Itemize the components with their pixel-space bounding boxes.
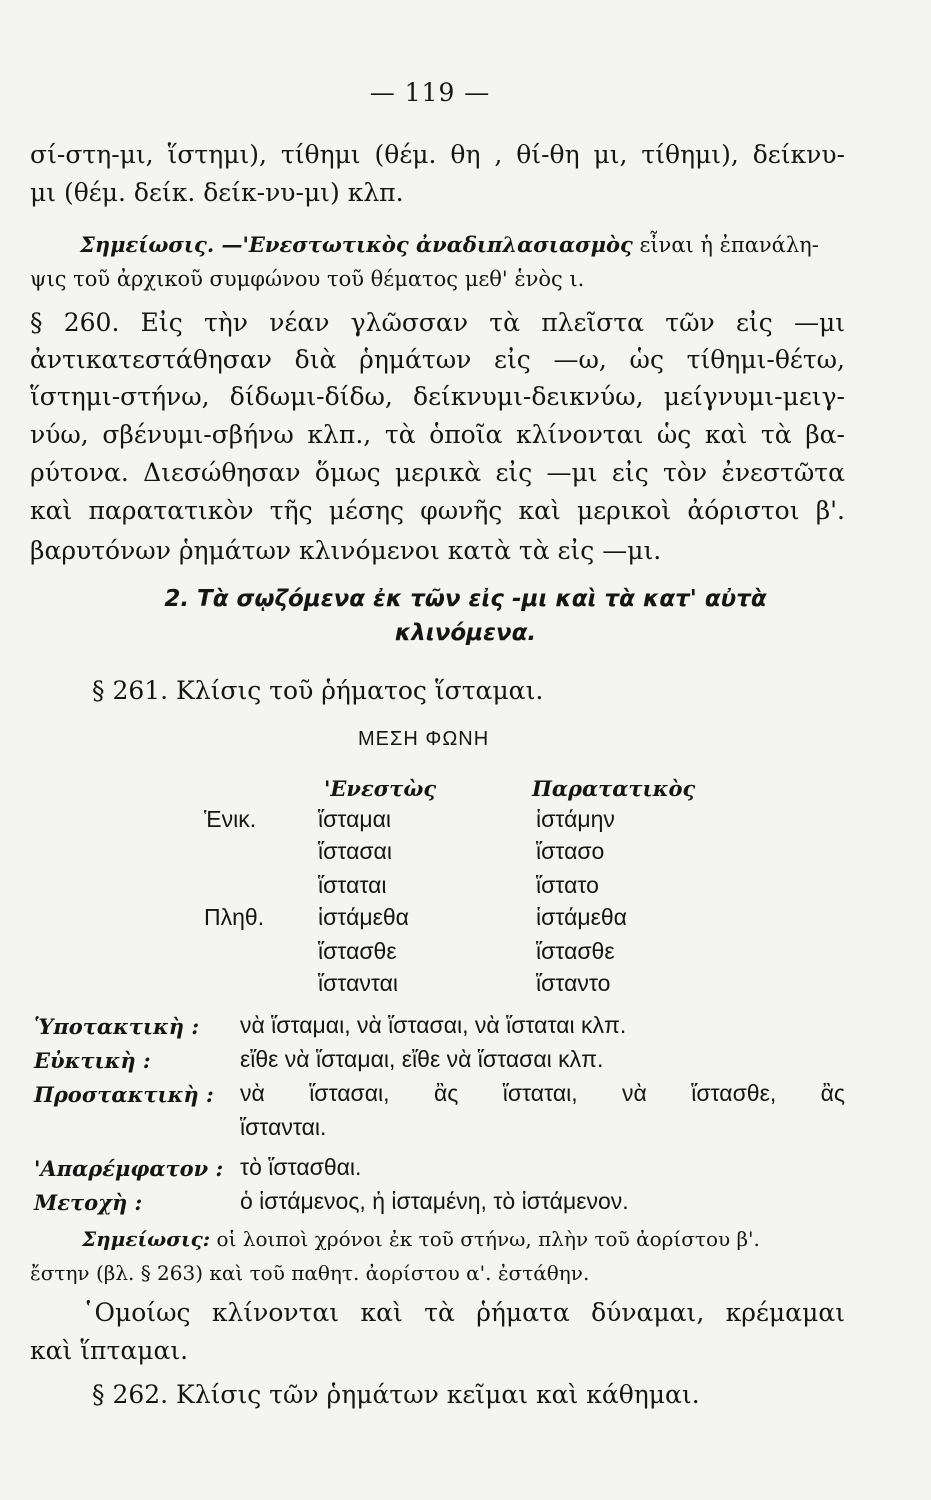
note-label: Σημείωσις: — [82, 1227, 211, 1251]
text-line: ψις τοῦ ἀρχικοῦ συμφώνου τοῦ θέματος μεθ' ἑνὸς ι. — [30, 267, 585, 291]
note-line: ἔστην (βλ. § 263) καὶ τοῦ παθητ. ἀορίστου α'. ἐστάθην. — [30, 1261, 590, 1285]
note-text: οἱ λοιποὶ χρόνοι ἐκ τοῦ στήνω, πλὴν τοῦ ἀορίστου β'. — [216, 1227, 760, 1251]
text-line: καὶ παρατατικὸν τῆς μέσης φωνῆς καὶ μερικοὶ ἀόριστοι β'. — [30, 496, 845, 525]
mood-label-imperative: Προστακτικὴ : — [34, 1082, 214, 1107]
column-header-present: 'Ενεστὼς — [324, 776, 437, 801]
section-heading: κλινόμενα. — [394, 620, 537, 646]
note-text: εἶναι ἡ ἐπανάλη- — [639, 233, 819, 257]
imperfect-form: ἵστατο — [536, 872, 599, 898]
text-line: σί-στη-μι, ἵστημι), τίθημι (θέμ. θη , θί-θη μι, τίθημι), δείκνυ- — [30, 140, 845, 169]
imperfect-form: ἵστασο — [536, 838, 605, 864]
section-heading: 2. Τὰ σῳζόμενα ἐκ τῶν εἰς -μι καὶ τὰ κατ' αὐτὰ — [164, 586, 767, 612]
text-line: ρύτονα. Διεσώθησαν ὅμως μερικὰ εἰς —μι εἰς τὸν ἐνεστῶτα — [30, 458, 845, 487]
mood-label-infinitive: 'Απαρέμφατον : — [34, 1156, 224, 1181]
mood-text-participle: ὁ ἱστάμενος, ἡ ἱσταμένη, τὸ ἱστάμενον. — [240, 1188, 629, 1214]
row-label-plural: Πληθ. — [204, 904, 265, 930]
mood-text-optative: εἴθε νὰ ἵσταμαι, εἴθε νὰ ἵστασαι κλπ. — [240, 1046, 604, 1072]
present-form: ἵσταμαι — [318, 806, 392, 832]
text-line: ἵστημι-στήνω, δίδωμι-δίδω, δείκνυμι-δεικνύω, μείγνυμι-μειγ- — [30, 382, 845, 411]
mood-label-participle: Μετοχὴ : — [34, 1190, 143, 1215]
text-line: μι (θέμ. δείκ. δείκ-νυ-μι) κλπ. — [30, 178, 404, 207]
voice-title: ΜΕΣΗ ΦΩΝΗ — [358, 728, 490, 750]
mood-label-subjunctive: Ὑποτακτικὴ : — [34, 1014, 200, 1039]
mood-text-imperative-cont: ἵστανται. — [240, 1114, 327, 1140]
text-line: ῾Ομοίως κλίνονται καὶ τὰ ῥήματα δύναμαι, κρέμαμαι — [82, 1298, 845, 1327]
mood-label-optative: Εὐκτικὴ : — [34, 1048, 151, 1073]
mood-text-subjunctive: νὰ ἵσταμαι, νὰ ἵστασαι, νὰ ἵσταται κλπ. — [240, 1012, 627, 1038]
imperfect-form: ἵσταντο — [536, 970, 611, 996]
imperfect-form: ἱστάμην — [536, 806, 615, 832]
note-label: Σημείωσις. —'Ενεστωτικὸς ἀναδιπλασιασμὸς — [80, 232, 633, 257]
present-form: ἱστάμεθα — [318, 904, 409, 930]
section-title: § 261. Κλίσις τοῦ ῥήματος ἵσταμαι. — [92, 676, 544, 705]
text-line: νύω, σβένυμι-σβήνω κλπ., τὰ ὁποῖα κλίνονται ὡς καὶ τὰ βα- — [30, 420, 845, 449]
row-label-singular: Ἑνικ. — [204, 806, 257, 832]
text-line: βαρυτόνων ῥημάτων κλινόμενοι κατὰ τὰ εἰς —μι. — [30, 536, 662, 565]
page-number: — 119 — — [369, 78, 491, 107]
present-form: ἵσταται — [318, 872, 387, 898]
column-header-imperfect: Παρατατικὸς — [532, 776, 696, 801]
present-form: ἵστασθε — [318, 938, 397, 964]
present-form: ἵστασαι — [318, 838, 392, 864]
text-line: καὶ ἵπταμαι. — [30, 1336, 189, 1365]
note-line — [30, 1222, 845, 1256]
mood-text-infinitive: τὸ ἵστασθαι. — [240, 1154, 362, 1180]
mood-text-imperative: νὰ ἵστασαι, ἂς ἵσταται, νὰ ἵστασθε, ἂς — [240, 1080, 845, 1106]
note-line — [30, 228, 845, 262]
imperfect-form: ἱστάμεθα — [536, 904, 627, 930]
present-form: ἵστανται — [318, 970, 399, 996]
section-title: § 262. Κλίσις τῶν ῥημάτων κεῖμαι καὶ κάθημαι. — [92, 1380, 700, 1409]
text-line: § 260. Εἰς τὴν νέαν γλῶσσαν τὰ πλεῖστα τῶν εἰς —μι — [30, 308, 845, 337]
text-line: ἀντικατεστάθησαν διὰ ῥημάτων εἰς —ω, ὡς τίθημι-θέτω, — [30, 345, 845, 374]
imperfect-form: ἵστασθε — [536, 938, 615, 964]
